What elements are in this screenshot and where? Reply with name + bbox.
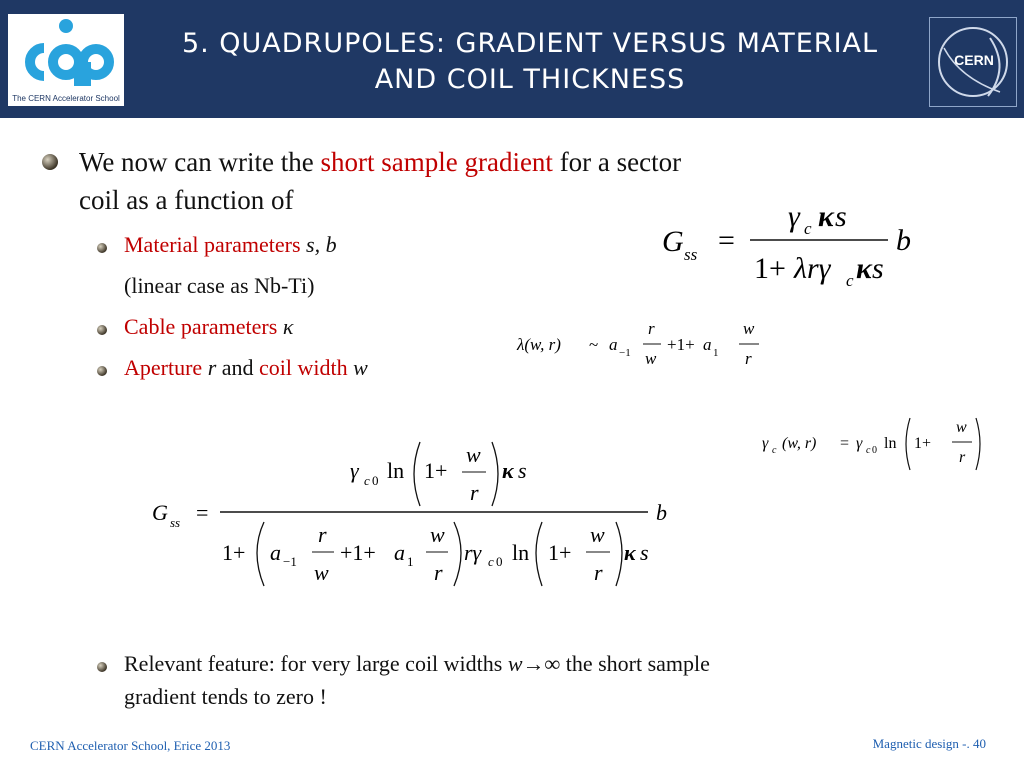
bullet-1-line-1: We now can write the short sample gradient for a sector: [79, 147, 682, 177]
cern-logo: [929, 17, 1017, 107]
svg-text:s: s: [640, 540, 649, 565]
svg-text:r: r: [745, 349, 752, 368]
svg-text:1+: 1+: [424, 458, 448, 483]
svg-text:+1+: +1+: [340, 540, 376, 565]
svg-text:−1: −1: [619, 347, 631, 359]
svg-text:b: b: [656, 500, 667, 525]
svg-text:1: 1: [407, 554, 414, 569]
title-line-2: AND COIL THICKNESS: [374, 64, 686, 95]
svg-text:r: r: [318, 522, 327, 547]
svg-text:s: s: [835, 200, 847, 233]
svg-text:λrγ: λrγ: [794, 252, 831, 285]
equation-gss-simple: [660, 196, 930, 296]
eq-gss-lhs: G: [662, 225, 684, 258]
svg-text:1+: 1+: [754, 252, 786, 285]
svg-text:1+: 1+: [914, 435, 932, 452]
sub-bullet-material: Material parameters s, b: [124, 232, 337, 257]
svg-text:G: G: [152, 500, 168, 525]
svg-text:r: r: [470, 480, 479, 505]
svg-text:w: w: [590, 522, 605, 547]
cas-logo-icon: [14, 18, 118, 90]
svg-text:0: 0: [496, 554, 503, 569]
title-line-1: 5. QUADRUPOLES: GRADIENT VERSUS MATERIAL: [181, 28, 879, 59]
svg-text:c: c: [488, 554, 494, 569]
svg-text:0: 0: [872, 445, 877, 456]
svg-text:γ: γ: [762, 435, 769, 452]
svg-text:=: =: [718, 224, 735, 257]
footer-page-number: Magnetic design -. 40: [872, 736, 986, 751]
svg-text:a: a: [270, 540, 281, 565]
svg-text:1+: 1+: [222, 540, 246, 565]
svg-text:w: w: [743, 319, 755, 338]
svg-text:w: w: [956, 419, 967, 436]
cas-logo-caption: The CERN Accelerator School: [12, 94, 120, 103]
bullet-sphere-icon: [38, 150, 62, 174]
svg-text:1+: 1+: [548, 540, 572, 565]
svg-text:r: r: [648, 319, 655, 338]
bullet-1-line-2: coil as a function of: [79, 185, 294, 215]
svg-text:γ: γ: [350, 458, 359, 483]
svg-text:0: 0: [372, 473, 379, 488]
sub-bullet-icon: [94, 322, 110, 338]
svg-text:+1+: +1+: [667, 335, 695, 354]
svg-text:s: s: [872, 252, 884, 285]
svg-text:κ: κ: [624, 540, 636, 565]
svg-text:ln: ln: [884, 435, 897, 452]
svg-text:r: r: [434, 560, 443, 585]
svg-text:c: c: [804, 219, 812, 238]
svg-text:κ: κ: [502, 458, 514, 483]
svg-text:c: c: [846, 271, 854, 290]
footer-left: CERN Accelerator School, Erice 2013: [30, 738, 231, 753]
equation-lambda: [515, 314, 780, 376]
svg-text:a: a: [703, 335, 712, 354]
svg-text:a: a: [394, 540, 405, 565]
cern-logo-text: CERN: [954, 52, 994, 68]
sub-bullet-icon: [94, 659, 110, 675]
svg-text:r: r: [594, 560, 603, 585]
svg-text:c: c: [866, 445, 871, 456]
svg-text:w: w: [430, 522, 445, 547]
svg-text:w: w: [645, 349, 657, 368]
svg-text:ln: ln: [387, 458, 405, 483]
svg-text:λ(w, r): λ(w, r): [517, 335, 561, 354]
svg-text:=: =: [196, 500, 209, 525]
sub-bullet-icon: [94, 363, 110, 379]
svg-text:r: r: [959, 449, 966, 466]
svg-text:ss: ss: [170, 515, 181, 530]
bullet-relevant-line-2: gradient tends to zero !: [124, 684, 327, 709]
svg-text:γ: γ: [788, 200, 800, 233]
cas-logo: [8, 14, 124, 106]
svg-text:γ: γ: [856, 435, 863, 452]
sub-bullet-icon: [94, 240, 110, 256]
svg-text:~: ~: [589, 335, 599, 354]
svg-text:(w, r): (w, r): [782, 435, 817, 452]
svg-text:ln: ln: [512, 540, 530, 565]
svg-text:a: a: [609, 335, 618, 354]
equation-gss-full: [150, 436, 680, 596]
svg-text:κ: κ: [856, 252, 872, 285]
svg-text:−1: −1: [283, 554, 297, 569]
page-title: [140, 26, 920, 98]
svg-text:rγ: rγ: [464, 540, 482, 565]
svg-text:w: w: [466, 442, 481, 467]
svg-text:1: 1: [713, 347, 719, 359]
svg-text:w: w: [314, 560, 329, 585]
slide-header: [0, 0, 1024, 118]
bullet-relevant-line-1: Relevant feature: for very large coil widths w→∞ the short sample: [124, 651, 710, 676]
svg-text:κ: κ: [818, 200, 834, 233]
svg-text:c: c: [772, 445, 777, 456]
svg-text:ss: ss: [684, 245, 698, 264]
svg-text:=: =: [840, 435, 850, 452]
sub-bullet-cable: Cable parameters κ: [124, 314, 294, 339]
svg-text:b: b: [896, 224, 911, 257]
highlight-short-sample-gradient: short sample gradient: [320, 147, 553, 177]
sub-bullet-aperture: Aperture r and coil width w: [124, 355, 368, 380]
equation-gamma: [760, 412, 990, 474]
svg-text:s: s: [518, 458, 527, 483]
svg-text:c: c: [364, 473, 370, 488]
sub-bullet-material-note: (linear case as Nb-Ti): [124, 273, 315, 298]
